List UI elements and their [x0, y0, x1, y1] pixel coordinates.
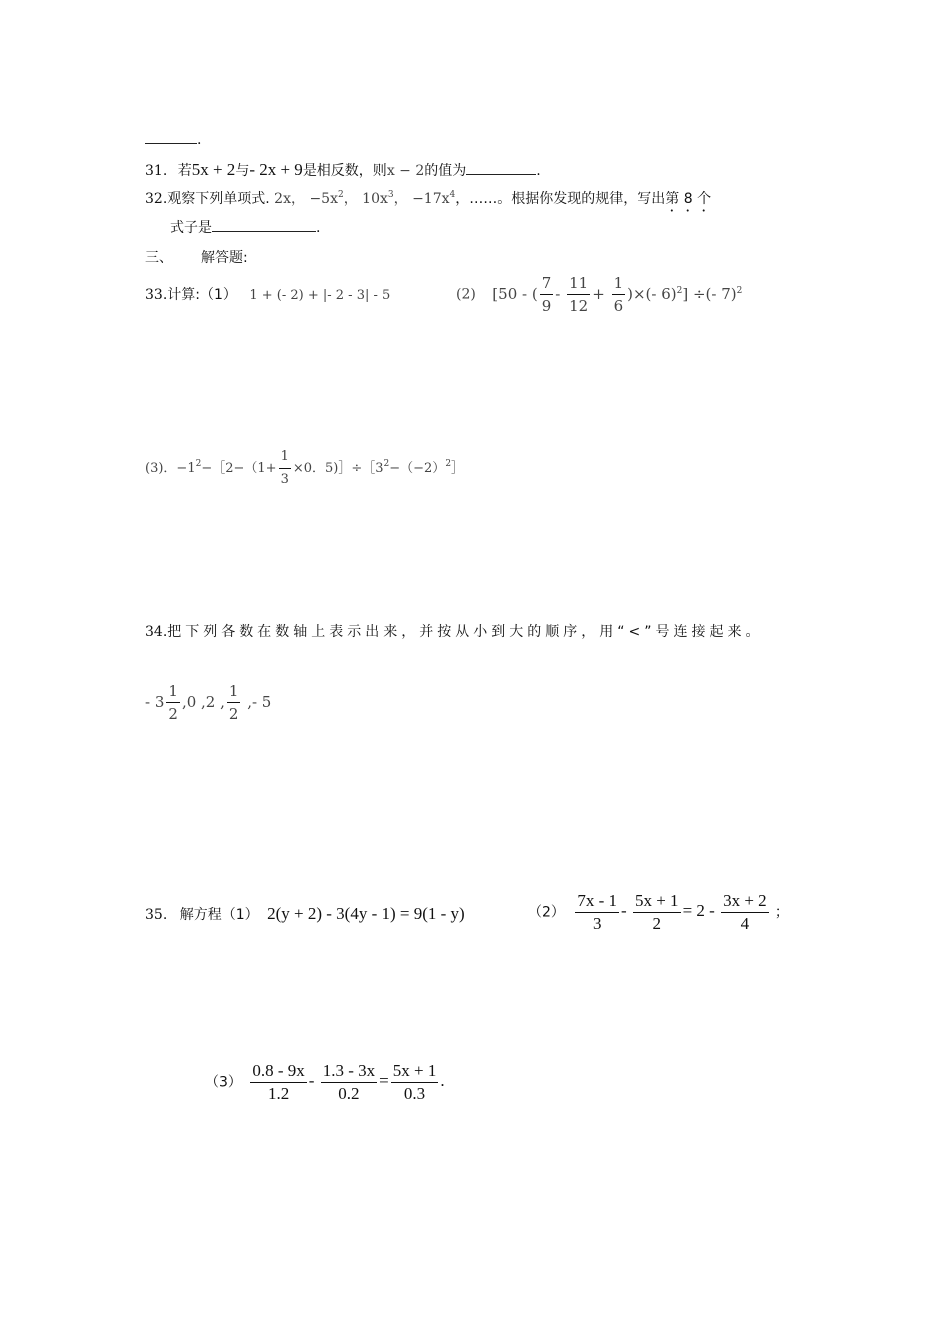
question-31: 31. 若5x + 2与- 2x + 9是相反数，则x − 2的值为 . — [145, 160, 541, 179]
question-35: 35. 解方程（1） 2(y + 2) - 3(4y - 1) = 9(1 - y) — [145, 904, 465, 923]
equation-3: $\frac{0.8 - 9x}{1.2}$ - $\frac{1.3 - 3x}{0.2}$ = $\frac{5x + 1}{0.3}$ . — [252, 1061, 445, 1103]
question-number: 32. — [145, 191, 168, 207]
fraction: $\frac{7}{9}$ — [541, 274, 552, 315]
equation-2: $\frac{7x - 1}{3}$ - $\frac{5x + 1}{2}$ = 2 - $\frac{3x + 2}{4}$ — [577, 891, 767, 933]
question-34: 34.把下列各数在数轴上表示出来，并按从小到大的顺序，用“<”号连接起来。 — [145, 624, 764, 640]
question-35-part2: （2） $\frac{7x - 1}{3}$ - $\frac{5x + 1}{2}$ = 2 - $\frac{3x + 2}{4}$ ； — [528, 891, 789, 933]
term: $-5x^2$ — [309, 190, 344, 207]
question-32: 32.观察下列单项式. 2x， $-5x^2$， $10x^3$， $-17x^4$，……。根据你发现的规律，写出第 8 个 — [145, 190, 712, 207]
fraction: $\frac{1}{2}$ — [168, 682, 178, 723]
answer-blank[interactable] — [212, 231, 316, 232]
fraction: $\frac{1.3 - 3x}{0.2}$ — [322, 1061, 376, 1103]
answer-blank[interactable] — [145, 143, 197, 144]
question-33: 33.计算:（1） 1 + (- 2) + |- 2 - 3| - 5 — [145, 287, 391, 303]
expression: x − 2 — [386, 163, 425, 179]
question-number: 31. — [145, 163, 168, 179]
term: $-17x^4$ — [412, 190, 456, 207]
expression-2: [50 - ( $\frac{7}{9}$ - $\frac{11}{12}$ + $\frac{1}{6}$ )×(- 6)$^2$] ÷(- 7)$^2$ — [492, 274, 743, 315]
question-32-line2: 式子是 . — [170, 220, 321, 236]
section-heading: 三、 解答题: — [145, 250, 248, 266]
question-33-part2: (2) [50 - ( $\frac{7}{9}$ - $\frac{11}{12}$ + $\frac{1}{6}$ )×(- 6)$^2$] ÷(- 7)$^2$ — [456, 274, 743, 315]
answer-blank[interactable] — [466, 174, 536, 175]
q30-tail: . — [145, 132, 201, 148]
question-number: 33. — [145, 287, 168, 303]
question-33-part3: (3)．$-1^2-[2-(1+$ $\frac{1}{3}$ ×0．$5)]\div[3^2-(-2)^2]$ — [145, 446, 464, 491]
expression: - 2x + 9 — [249, 160, 303, 179]
expression-1: 1 + (- 2) + |- 2 - 3| - 5 — [249, 288, 391, 303]
fraction: $\frac{7x - 1}{3}$ — [577, 891, 618, 933]
term: 2x， — [274, 191, 305, 207]
question-number: 35. — [145, 907, 168, 923]
fraction: $\frac{3x + 2}{4}$ — [723, 891, 767, 933]
fraction: $\frac{11}{12}$ — [569, 274, 589, 315]
fraction: $\frac{0.8 - 9x}{1.2}$ — [252, 1061, 305, 1103]
expression-3: $-1^2-[2-(1+$ $\frac{1}{3}$ ×0．$5)]\div[3^2-(-2)^2]$ — [176, 461, 464, 476]
term: $10x^3$ — [362, 190, 394, 207]
fraction: $\frac{5x + 1}{2}$ — [634, 891, 679, 933]
equation-1: 2(y + 2) - 3(4y - 1) = 9(1 - y) — [267, 904, 465, 923]
number-list: - 3 $\frac{1}{2}$ ,0 ,2 , $\frac{1}{2}$ ,- 5 — [145, 682, 272, 723]
fraction: $\frac{1}{2}$ — [228, 682, 239, 723]
emphasized-text: 第 8 个 — [665, 191, 712, 207]
question-number: 34. — [145, 624, 168, 640]
expression: 5x + 2 — [191, 160, 236, 179]
fraction: $\frac{1}{3}$ — [279, 446, 291, 491]
fraction: $\frac{5x + 1}{0.3}$ — [392, 1061, 437, 1103]
fraction: $\frac{1}{6}$ — [613, 274, 624, 315]
question-35-part3: （3） $\frac{0.8 - 9x}{1.2}$ - $\frac{1.3 - 3x}{0.2}$ = $\frac{5x + 1}{0.3}$ . — [205, 1061, 445, 1103]
